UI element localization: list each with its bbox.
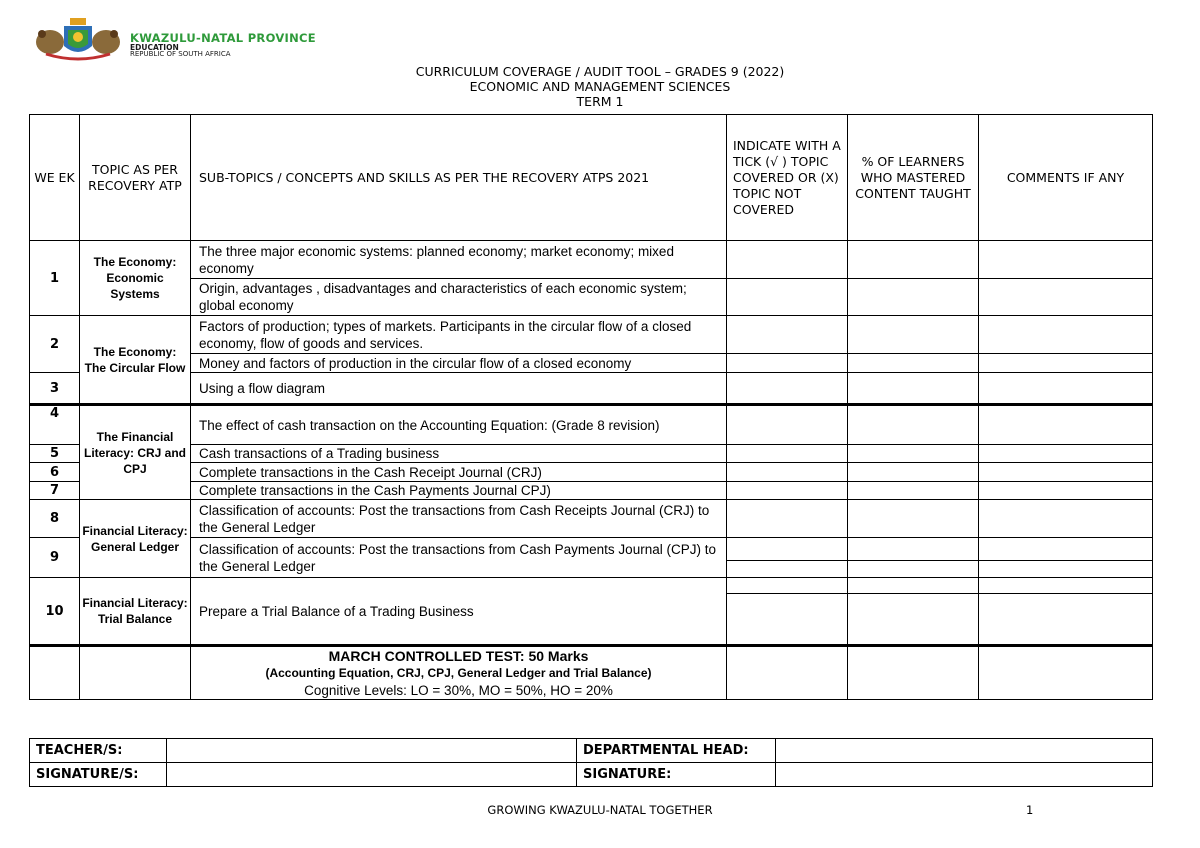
title-line-1: CURRICULUM COVERAGE / AUDIT TOOL – GRADES 9 (2022): [415, 64, 785, 79]
comments-cell[interactable]: [979, 500, 1153, 538]
topic-cell: Financial Literacy: Trial Balance: [80, 578, 191, 646]
tick-cell[interactable]: [727, 445, 848, 463]
comments-cell[interactable]: [979, 373, 1153, 405]
week-cell: 7: [30, 482, 80, 500]
comments-cell[interactable]: [979, 354, 1153, 373]
test-title: MARCH CONTROLLED TEST: 50 Marks: [328, 647, 589, 664]
tick-cell[interactable]: [727, 405, 848, 445]
table-row: [30, 316, 1153, 354]
comments-cell[interactable]: [979, 241, 1153, 279]
percent-cell[interactable]: [848, 578, 979, 646]
document-title: [0, 64, 1200, 109]
table-row: [30, 482, 1153, 500]
subtopic-cell: Complete transactions in the Cash Receipt Journal (CRJ): [191, 463, 727, 482]
title-line-3: TERM 1: [576, 94, 624, 109]
week-cell: [30, 646, 80, 700]
subtopic-cell: Money and factors of production in the circular flow of a closed economy: [191, 354, 727, 373]
signature-table: [29, 738, 1153, 787]
topic-cell: [80, 646, 191, 700]
week-cell: 4: [30, 405, 80, 445]
table-row: [30, 279, 1153, 316]
footer-slogan: GROWING KWAZULU-NATAL TOGETHER: [487, 803, 713, 817]
signature-row: [30, 739, 1153, 763]
percent-cell[interactable]: [848, 646, 979, 700]
comments-cell[interactable]: [979, 405, 1153, 445]
comments-cell[interactable]: [979, 316, 1153, 354]
percent-cell[interactable]: [848, 279, 979, 316]
comments-cell[interactable]: [979, 482, 1153, 500]
country-name: REPUBLIC OF SOUTH AFRICA: [130, 50, 231, 58]
week-cell: 6: [30, 463, 80, 482]
tick-cell[interactable]: [727, 316, 848, 354]
week-cell: 5: [30, 445, 80, 463]
department-name: EDUCATION: [130, 43, 179, 52]
percent-cell[interactable]: [848, 405, 979, 445]
week-cell: 3: [30, 373, 80, 405]
table-row: [30, 373, 1153, 405]
coat-of-arms-logo: [28, 16, 128, 62]
indicate-header: INDICATE WITH A TICK (√ ) TOPIC COVERED OR (X) TOPIC NOT COVERED: [727, 115, 848, 241]
table-row: [30, 241, 1153, 279]
signature-label: SIGNATURE:: [577, 763, 776, 787]
title-line-2: ECONOMIC AND MANAGEMENT SCIENCES: [469, 79, 731, 94]
subtopics-header: SUB-TOPICS / CONCEPTS AND SKILLS AS PER THE RECOVERY ATPS 2021: [191, 115, 727, 241]
controlled-test-cell: [191, 646, 727, 700]
week-cell: 8: [30, 500, 80, 538]
subtopic-cell: Complete transactions in the Cash Payments Journal CPJ): [191, 482, 727, 500]
comments-cell[interactable]: [979, 463, 1153, 482]
teacher-signature-field[interactable]: [167, 763, 577, 787]
subtopic-cell: Cash transactions of a Trading business: [191, 445, 727, 463]
tick-cell[interactable]: [727, 373, 848, 405]
signatures-label: SIGNATURE/S:: [30, 763, 167, 787]
test-row: [30, 646, 1153, 700]
comments-cell[interactable]: [979, 279, 1153, 316]
tick-cell[interactable]: [727, 482, 848, 500]
tick-cell[interactable]: [727, 578, 848, 646]
comments-cell[interactable]: [979, 445, 1153, 463]
table-row: [30, 405, 1153, 445]
tick-cell[interactable]: [727, 646, 848, 700]
topic-cell: The Economy: Economic Systems: [80, 241, 191, 316]
teacher-label: TEACHER/S:: [30, 739, 167, 763]
subtopic-cell: Prepare a Trial Balance of a Trading Business: [191, 578, 727, 646]
table-row: [30, 354, 1153, 373]
department-head-field[interactable]: [776, 739, 1153, 763]
tick-cell[interactable]: [727, 463, 848, 482]
percent-cell[interactable]: [848, 241, 979, 279]
topic-header: TOPIC AS PER RECOVERY ATP: [80, 115, 191, 241]
comments-cell[interactable]: [979, 538, 1153, 578]
topic-cell: The Economy: The Circular Flow: [80, 316, 191, 405]
table-row: [30, 463, 1153, 482]
week-cell: 1: [30, 241, 80, 316]
percent-cell[interactable]: [848, 482, 979, 500]
subtopic-cell: The effect of cash transaction on the Accounting Equation: (Grade 8 revision): [191, 405, 727, 445]
subtopic-cell: Classification of accounts: Post the transactions from Cash Receipts Journal (CRJ) to the General Ledger: [191, 500, 727, 538]
week-cell: 9: [30, 538, 80, 578]
signature-row: [30, 763, 1153, 787]
percent-cell[interactable]: [848, 373, 979, 405]
table-row: [30, 578, 1153, 646]
comments-cell[interactable]: [979, 646, 1153, 700]
table-row: [30, 538, 1153, 578]
topic-cell: The Financial Literacy: CRJ and CPJ: [80, 405, 191, 500]
subtopic-cell: Origin, advantages , disadvantages and characteristics of each economic system; global economy: [191, 279, 727, 316]
tick-cell[interactable]: [727, 354, 848, 373]
page-number: 1: [1026, 803, 1034, 817]
tick-cell[interactable]: [727, 500, 848, 538]
percent-cell[interactable]: [848, 463, 979, 482]
topic-cell: Financial Literacy: General Ledger: [80, 500, 191, 578]
tick-cell[interactable]: [727, 279, 848, 316]
subtopic-cell: Using a flow diagram: [191, 373, 727, 405]
percent-cell[interactable]: [848, 354, 979, 373]
subtopic-cell: Classification of accounts: Post the transactions from Cash Payments Journal (CPJ) to the General Ledger: [191, 538, 727, 578]
test-levels: Cognitive Levels: LO = 30%, MO = 50%, HO = 20%: [304, 682, 613, 698]
week-cell: 2: [30, 316, 80, 373]
comments-header: COMMENTS IF ANY: [979, 115, 1153, 241]
percent-header: % OF LEARNERS WHO MASTERED CONTENT TAUGHT: [848, 115, 979, 241]
teacher-field[interactable]: [167, 739, 577, 763]
test-scope: (Accounting Equation, CRJ, CPJ, General Ledger and Trial Balance): [265, 665, 652, 680]
coverage-table: [29, 114, 1153, 700]
subtopic-cell: Factors of production; types of markets. Participants in the circular flow of a closed economy, flow of goods and services.: [191, 316, 727, 354]
percent-cell[interactable]: [848, 538, 979, 578]
comments-cell[interactable]: [979, 578, 1153, 646]
header-row: [30, 115, 1153, 241]
head-signature-field[interactable]: [776, 763, 1153, 787]
percent-cell[interactable]: [848, 316, 979, 354]
tick-cell[interactable]: [727, 538, 848, 578]
province-name: KWAZULU-NATAL PROVINCE: [130, 31, 316, 45]
percent-cell[interactable]: [848, 500, 979, 538]
department-head-label: DEPARTMENTAL HEAD:: [577, 739, 776, 763]
subtopic-cell: The three major economic systems: planned economy; market economy; mixed economy: [191, 241, 727, 279]
table-row: [30, 500, 1153, 538]
percent-cell[interactable]: [848, 445, 979, 463]
tick-cell[interactable]: [727, 241, 848, 279]
week-header: WE EK: [30, 115, 80, 241]
table-row: [30, 445, 1153, 463]
week-cell: 10: [30, 578, 80, 646]
